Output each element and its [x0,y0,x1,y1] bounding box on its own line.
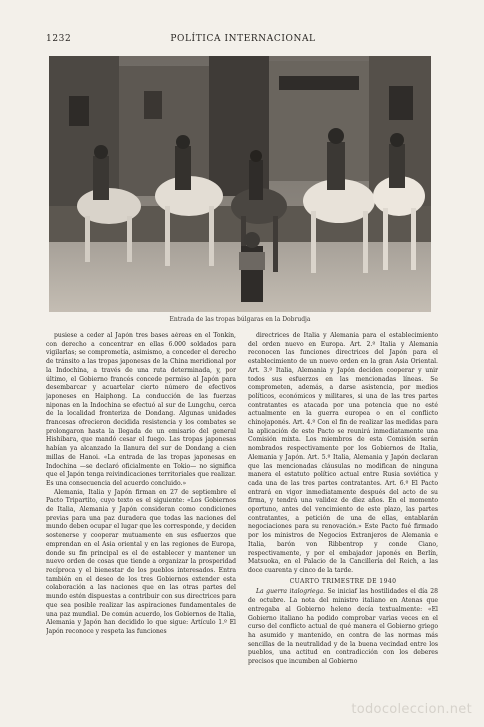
article-paragraph: pusiese a ceder al Japón tres bases aéreas en el Tonkín, con derecho a concentrar en ellas 6.000 soldados para vigilarlas; se comprometía, asimismo, a conceder el derecho de tránsito a las tropas japonesas de la China meridional por la Indochina, a través de una ruta determinada, y, por último, el Gobierno francés concede permiso al Japón para desembarcar y acuartelar cierto número de efectivos japoneses en Haiphong. La conducción de las fuerzas niponas en la Indochina se efectuó al sur de Lungchu, cerca de la localidad fronteriza de Dondang. Algunas unidades francesas ofrecieron decidida resistencia y los combates se prolongaron hasta la llegada de un emisario del general Hishibara, que mandó cesar el fuego. Las tropas japonesas habían ya alcanzado la llanura del sur de Dondang a cien millas de Hanoi. «La entrada de las tropas japonesas en Indochina —se declaró oficialmente en Tokio— no significa que el Japón tenga reivindicaciones territoriales que realizar. Es una consecuencia del acuerdo concluido.» [46,332,236,487]
running-title: POLÍTICA INTERNACIONAL [170,34,316,44]
photo-caption: Entrada de las tropas búlgaras en la Dobrudja [169,316,311,323]
page-header [46,34,440,48]
article-paragraph: directrices de Italia y Alemania para el establecimiento del orden nuevo en Europa. Art. 2.º Italia y Alemania reconocen las funciones directrices del Japón para el establecimiento de un nuevo orden en la gran Asia Oriental. Art. 3.º Italia, Alemania y Japón deciden cooperar y unir todos sus esfuerzos en las mencionadas líneas. Se comprometen, además, a darse asistencia, por medios políticos, económicos y militares, si una de las tres partes contratantes es atacada por una potencia que no esté actualmente en la guerra europea o en el conflicto chinojaponés. Art. 4.º Con el fin de realizar las medidas para la aplicación de este Pacto se reunirá inmediatamente una Comisión mixta. Los miembros de esta Comisión serán nombrados respectivamente por los Gobiernos de Italia, Alemania y Japón. Art. 5.º Italia, Alemania y Japón declaran que las mencionadas cláusulas no modifican de ninguna manera el estatuto político actual entre Rusia soviética y cada una de las tres partes contratantes. Art. 6.º El Pacto entrará en vigor inmediatamente después del acto de su firma, y tendrá una validez de diez años. En el momento oportuno, antes del vencimiento de este plazo, las partes contratantes, a petición de una de ellas, entablarán negociaciones para su renovación.» Este Pacto fué firmado por los ministros de Negocios Extranjeros de Alemania e Italia, barón von Ribbentrop y conde Ciano, respectivamente, y por el embajador japonés en Berlín, Matsuoka, en el Palacio de la Cancillería del Reich, a las doce cuarenta y cinco de la tarde. [248,332,438,574]
section-heading: CUARTO TRIMESTRE DE 1940 [289,577,397,585]
article-paragraph: Alemania, Italia y Japón firman en 27 de septiembre el Pacto Tripartito, cuyo texto es el siguiente: «Los Gobiernos de Italia, Alemania y Japón consideran como condiciones previas para una paz duradera que todas las naciones del mundo deben ocupar el lugar que les corresponde, y deciden sostenerse y cooperar mutuamente en sus esfuerzos que emprendan en el Asia oriental y en las regiones de Europa, donde su fin principal es el de establecer y mantener un nuevo orden de cosas que tiende a organizar la prosperidad recíproca y el bienestar de los pueblos interesados. Entra también en el deseo de los tres Gobiernos extender esta colaboración a las naciones que en las otras partes del mundo estén dispuestas a contribuir con sus directrices para que sea posible realizar las aspiraciones fundamentales de una paz mundial. De común acuerdo, los Gobiernos de Italia, Alemania y Japón han decidido lo que sigue: Artículo 1.º El Japón reconoce y respeta las funciones [46,488,236,635]
right-column [248,332,438,720]
historical-photo [49,56,431,312]
section-lead: La guerra italogriega. [256,588,326,596]
left-column [46,332,236,720]
watermark-logo: todocoleccion.net [351,702,472,717]
page-number: 1232 [46,34,72,44]
photo-illustration [49,56,431,312]
article-paragraph [248,588,438,666]
section-text: Se iniciaf las hostilidades el día 28 de octubre. La nota del ministro italiano en Atenas que entregaba al Gobierno heleno decía textualmente: «El Gobierno italiano ha podido comprobar varias veces en el curso del conflicto actual de qué manera el Gobierno griego ha asumido y mantenido, en contra de las normas más sencillas de la neutralidad y de la buena vecindad entre los pueblos, una actitud en contradicción con los deberes precisos que incumben al Gobierno [248,588,438,666]
